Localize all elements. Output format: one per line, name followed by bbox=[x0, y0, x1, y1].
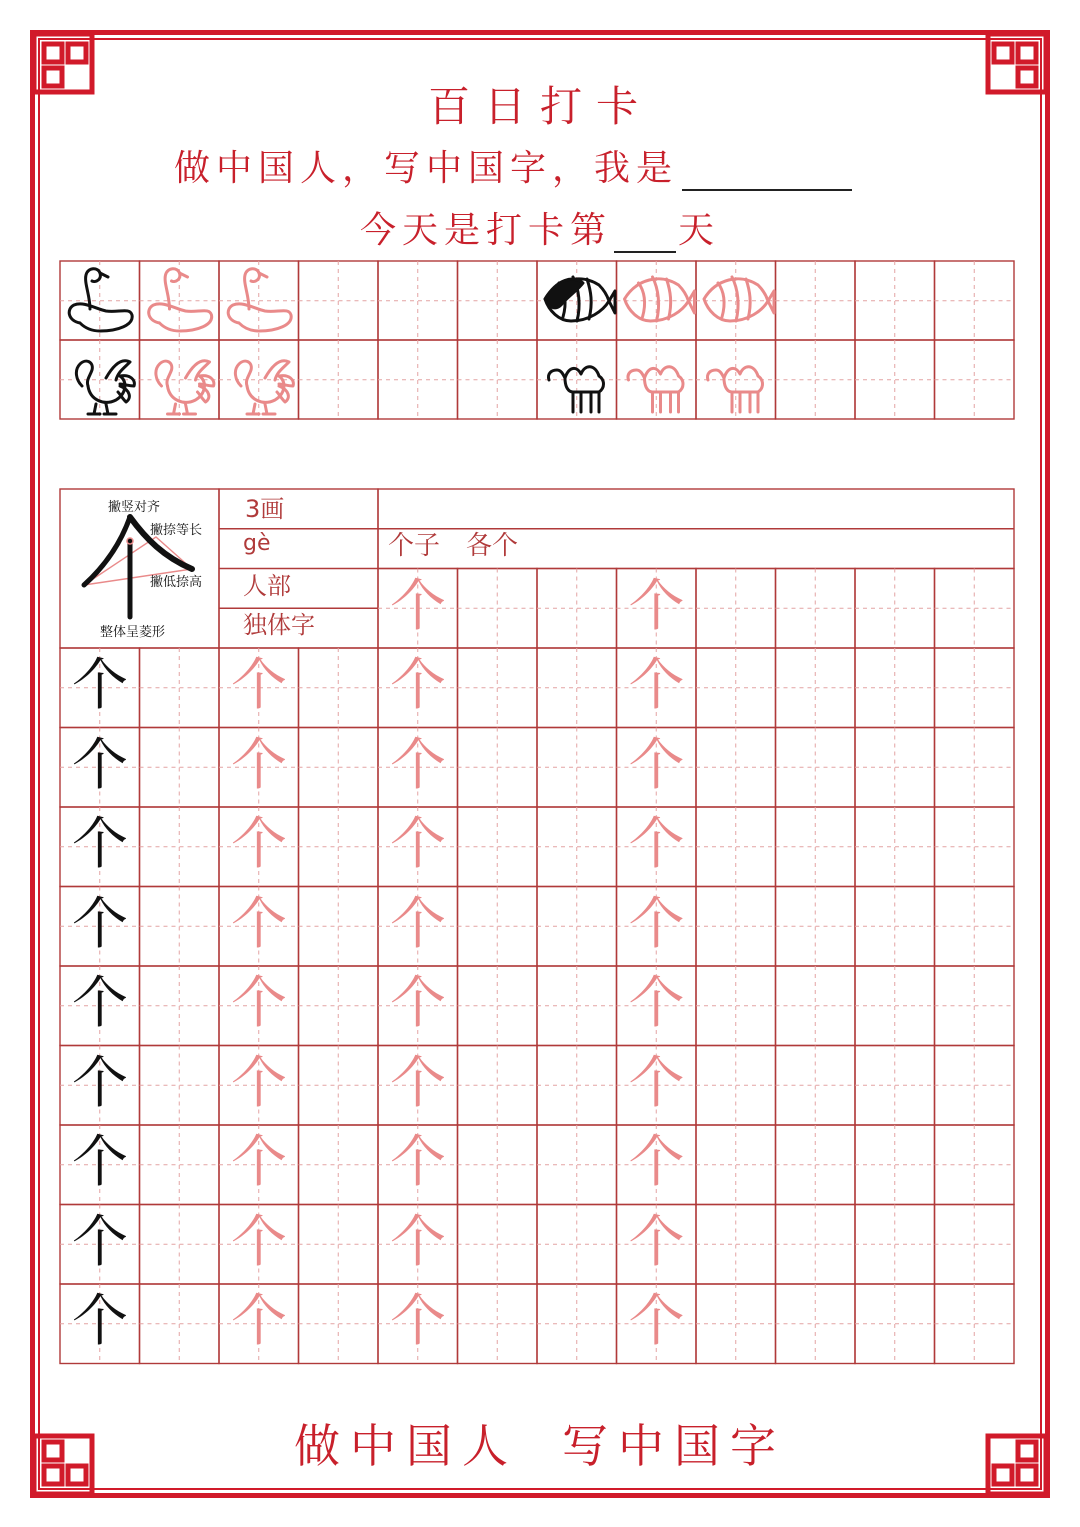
footer-left: 做中国人 bbox=[294, 1419, 518, 1473]
picture-stroke bbox=[746, 279, 750, 319]
picture-stroke bbox=[639, 283, 645, 317]
trace-character: 个 bbox=[390, 971, 446, 1036]
picture-stroke bbox=[165, 269, 180, 309]
trace-character: 个 bbox=[628, 812, 685, 877]
trace-character: 个 bbox=[628, 891, 685, 957]
fish-trace-icon bbox=[704, 277, 774, 321]
stroke-count: 3画 bbox=[245, 495, 285, 523]
tip-right-lower: 撇低捺高 bbox=[150, 575, 203, 590]
picture-stroke bbox=[768, 291, 774, 313]
swan-icon bbox=[69, 269, 132, 331]
picture-stroke bbox=[69, 304, 132, 331]
picture-stroke bbox=[724, 378, 732, 412]
trace-character: 个 bbox=[390, 812, 446, 877]
picture-stroke bbox=[235, 361, 251, 386]
picture-stroke bbox=[581, 392, 591, 412]
trace-character: 个 bbox=[628, 1050, 685, 1116]
turkey-icon bbox=[76, 361, 134, 414]
stroke-pie bbox=[84, 517, 130, 585]
picture-stroke bbox=[76, 361, 92, 386]
picture-stroke bbox=[565, 367, 604, 412]
picture-stroke bbox=[168, 404, 196, 414]
fish-icon bbox=[545, 277, 615, 321]
picture-stroke bbox=[149, 304, 212, 331]
trace-character: 个 bbox=[390, 1050, 446, 1116]
day-line-prefix: 今天是打卡第 bbox=[359, 210, 612, 251]
trace-character: 个 bbox=[628, 971, 685, 1036]
tip-bottom: 整体呈菱形 bbox=[100, 625, 166, 640]
picture-stroke bbox=[587, 279, 591, 319]
turkey-trace-icon bbox=[156, 361, 214, 414]
trace-character: 个 bbox=[628, 1289, 685, 1354]
tip-right-upper: 撇捺等长 bbox=[150, 523, 203, 538]
trace-character: 个 bbox=[390, 1209, 446, 1275]
picture-stroke bbox=[609, 291, 615, 313]
trace-character: 个 bbox=[390, 732, 446, 798]
model-character: 个 bbox=[72, 1289, 128, 1354]
camel-trace-icon bbox=[628, 367, 683, 412]
picture-stroke bbox=[86, 269, 101, 309]
trace-character: 个 bbox=[231, 971, 287, 1036]
picture-stroke bbox=[279, 376, 293, 386]
picture-stroke bbox=[732, 277, 738, 321]
model-character: 个 bbox=[72, 1130, 128, 1195]
swan-trace-icon bbox=[228, 269, 291, 331]
camel-trace-icon bbox=[707, 367, 762, 412]
trace-character: 个 bbox=[390, 1289, 446, 1354]
name-line-text: 做中国人，写中国字，我是 bbox=[174, 148, 679, 189]
picture-stroke bbox=[645, 378, 653, 412]
picture-stroke bbox=[707, 370, 724, 380]
model-character: 个 bbox=[72, 812, 128, 877]
example-words: 个子 各个 bbox=[388, 531, 519, 561]
picture-stroke bbox=[245, 269, 260, 309]
footer-slogan bbox=[0, 1410, 1080, 1476]
picture-stroke bbox=[645, 367, 684, 412]
tip-top: 撇竖对齐 bbox=[108, 500, 161, 515]
structure-type: 独体字 bbox=[243, 611, 315, 639]
trace-character: 个 bbox=[231, 653, 287, 718]
picture-stroke bbox=[88, 404, 116, 414]
trace-character: 个 bbox=[231, 732, 287, 798]
footer-right: 写中国字 bbox=[562, 1419, 786, 1473]
picture-stroke bbox=[228, 304, 291, 331]
picture-stroke bbox=[156, 361, 172, 386]
picture-stroke bbox=[548, 370, 565, 380]
picture-stroke bbox=[718, 283, 724, 317]
pinyin: gè bbox=[243, 531, 271, 556]
trace-character: 个 bbox=[628, 573, 685, 639]
picture-stroke bbox=[628, 370, 645, 380]
picture-stroke bbox=[200, 376, 214, 386]
trace-character: 个 bbox=[628, 1209, 685, 1275]
picture-stroke bbox=[661, 392, 671, 412]
trace-character: 个 bbox=[390, 573, 446, 639]
swan-trace-icon bbox=[149, 269, 212, 331]
trace-character: 个 bbox=[231, 891, 287, 957]
trace-character: 个 bbox=[231, 1050, 287, 1116]
model-character: 个 bbox=[72, 1209, 128, 1275]
picture-stroke bbox=[565, 378, 573, 412]
model-character: 个 bbox=[72, 1050, 128, 1116]
page-title: 百日打卡 bbox=[427, 82, 652, 131]
picture-stroke bbox=[689, 291, 695, 313]
picture-stroke bbox=[120, 376, 134, 386]
model-character: 个 bbox=[72, 971, 128, 1036]
model-character: 个 bbox=[72, 891, 128, 957]
trace-character: 个 bbox=[231, 1209, 287, 1275]
trace-character: 个 bbox=[231, 1289, 287, 1354]
picture-stroke bbox=[740, 392, 750, 412]
trace-character: 个 bbox=[231, 1130, 287, 1195]
picture-stroke bbox=[653, 277, 659, 321]
trace-character: 个 bbox=[628, 653, 685, 718]
model-character: 个 bbox=[72, 732, 128, 798]
trace-character: 个 bbox=[390, 1130, 446, 1195]
trace-character: 个 bbox=[231, 812, 287, 877]
day-line-suffix: 天 bbox=[678, 210, 721, 251]
picture-stroke bbox=[247, 404, 275, 414]
camel-icon bbox=[548, 367, 603, 412]
trace-character: 个 bbox=[390, 653, 446, 718]
fish-trace-icon bbox=[625, 277, 695, 321]
turkey-trace-icon bbox=[235, 361, 293, 414]
picture-stroke bbox=[667, 279, 671, 319]
radical: 人部 bbox=[243, 572, 291, 600]
trace-character: 个 bbox=[390, 891, 446, 957]
trace-character: 个 bbox=[628, 732, 685, 798]
trace-character: 个 bbox=[628, 1130, 685, 1195]
picture-stroke bbox=[724, 367, 763, 412]
model-character: 个 bbox=[72, 653, 128, 718]
